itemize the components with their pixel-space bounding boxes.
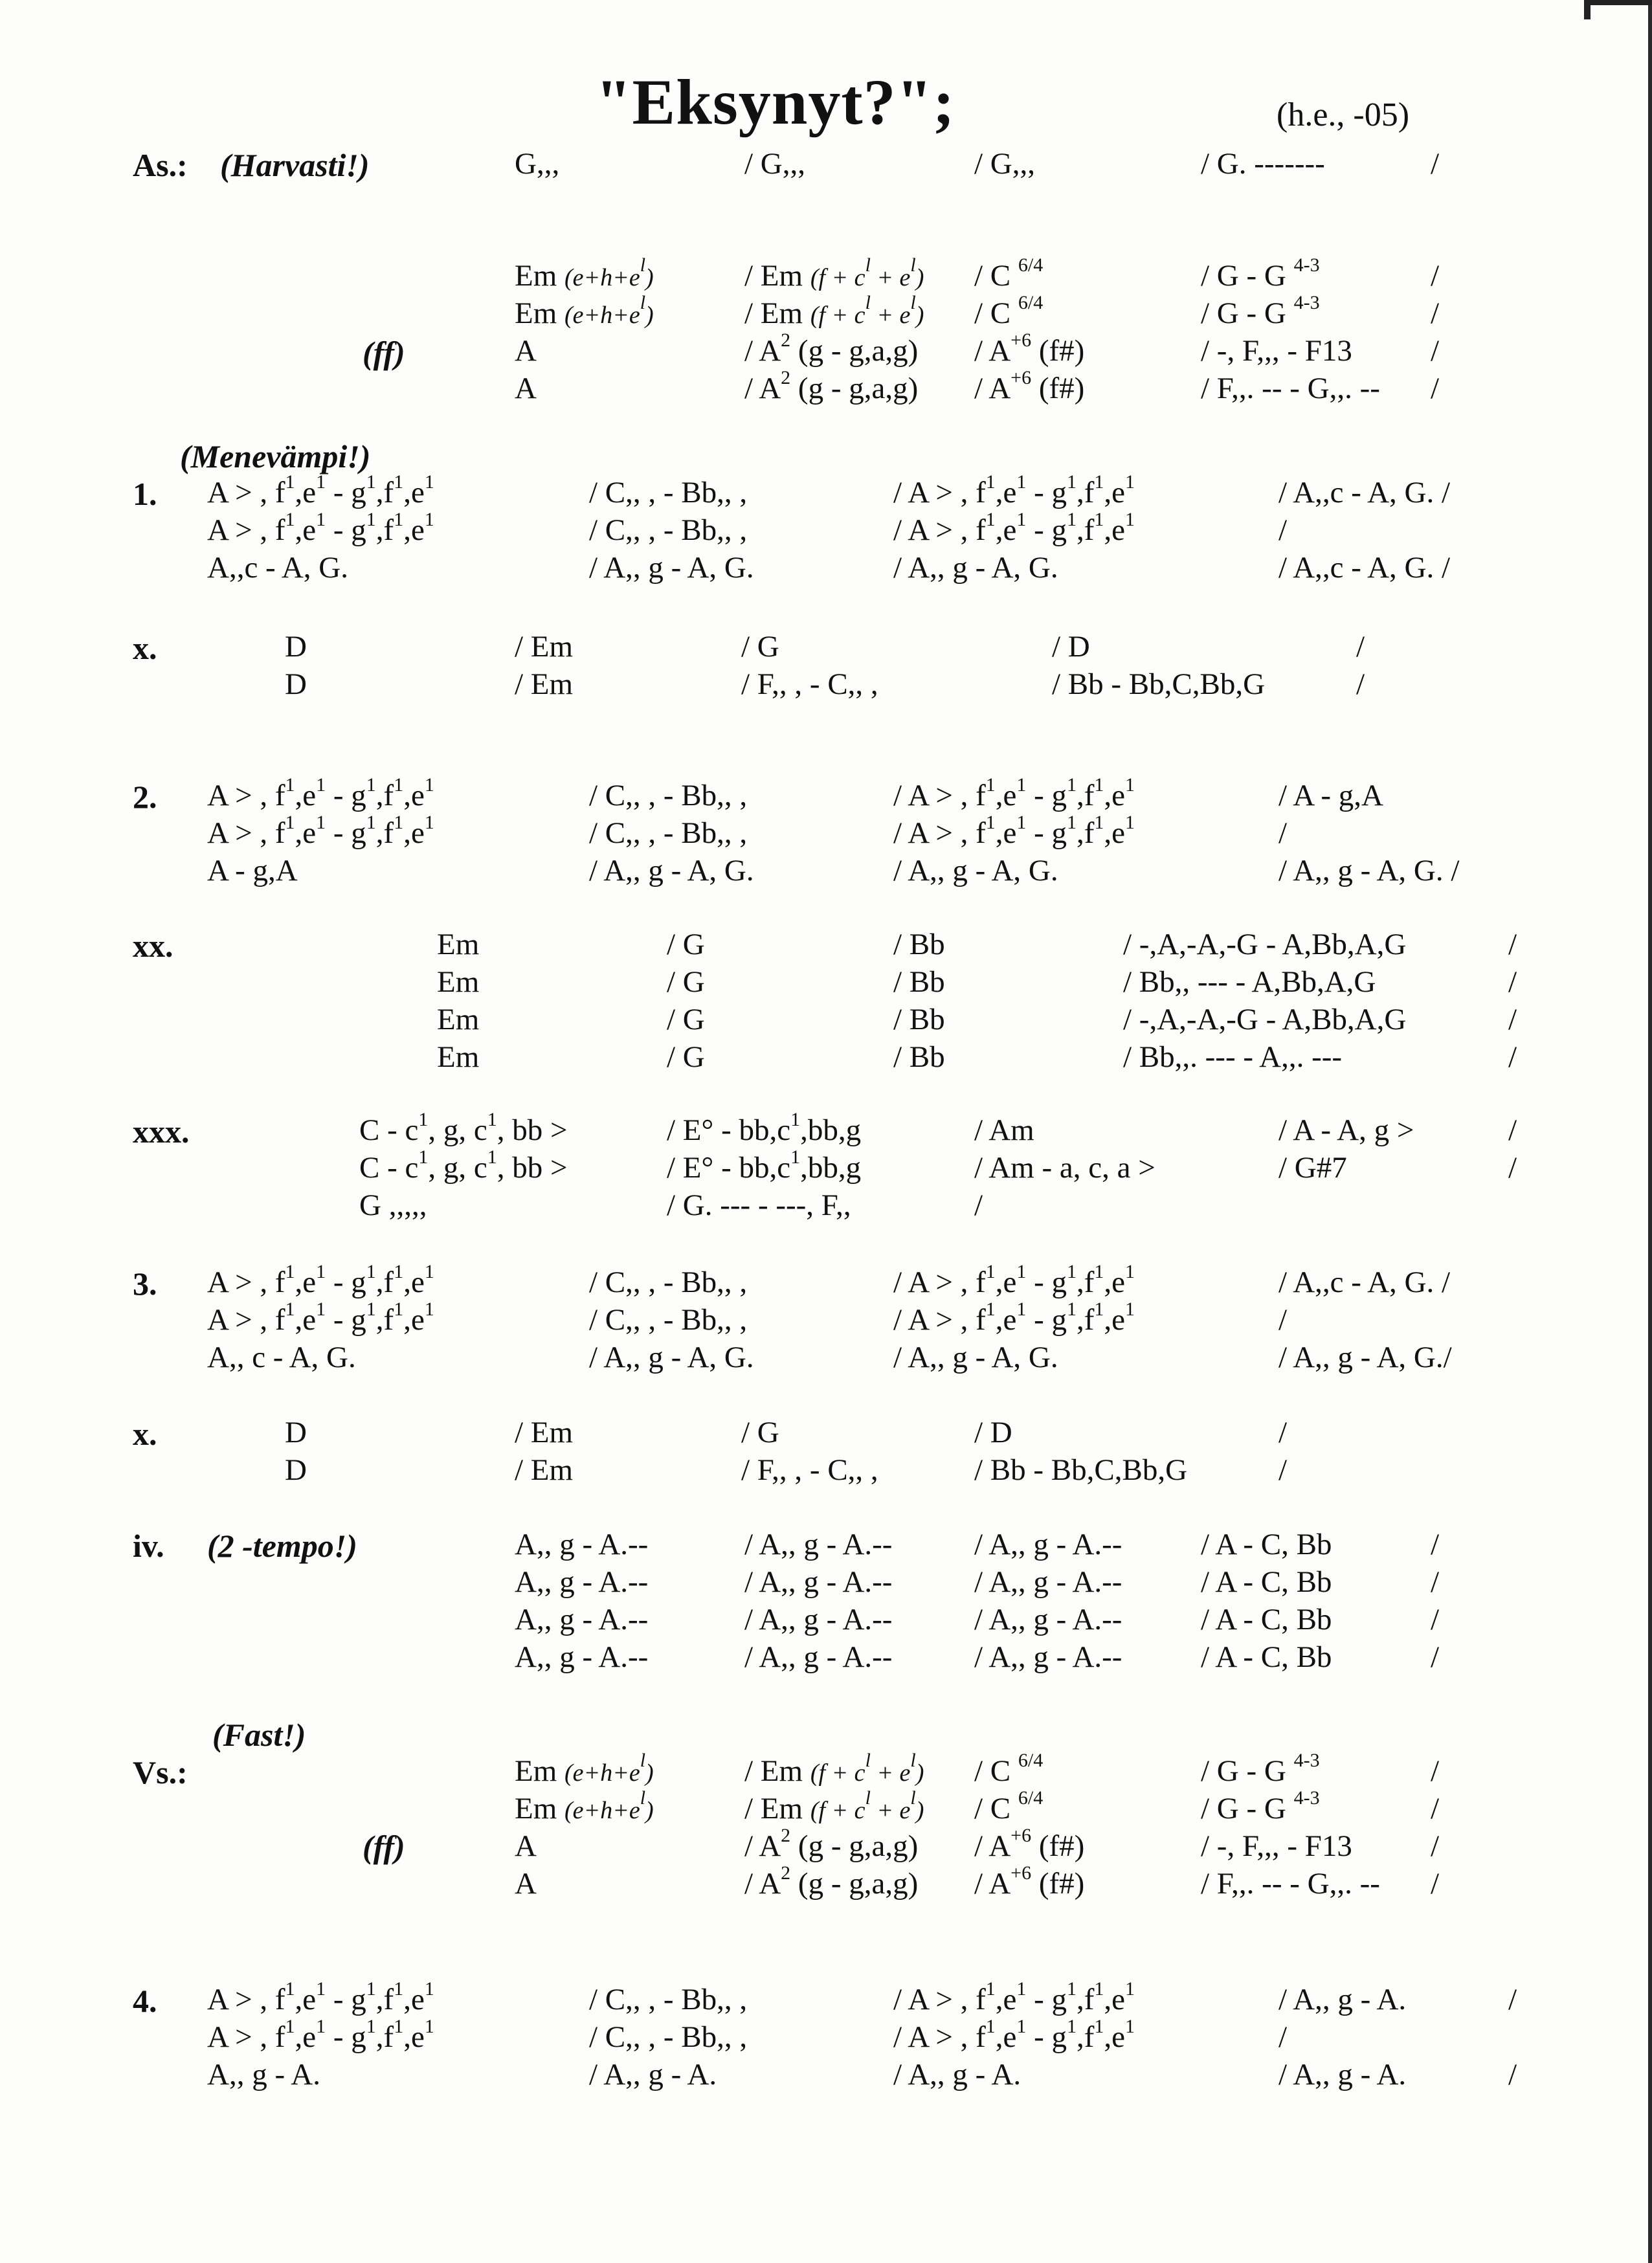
chord-cell: / G,,, [744,147,805,181]
chord-cell: / A - C, Bb [1201,1528,1332,1561]
chord-cell: A > , $f^1,e^1 - g^1,f^1,e^1$ [207,812,434,850]
chord-cell: / A,, g - A. [1278,2058,1407,2091]
chord-cell: / [1431,1603,1440,1636]
chord-cell: A - g,A [207,854,298,887]
chord-cell: A > , $f^1,e^1 - g^1,f^1,e^1$ [207,774,434,812]
chord-cell: A > , $f^1,e^1 - g^1,f^1,e^1$ [207,1261,434,1299]
chord-cell: / G - G $^{4-3}$ [1201,1750,1320,1788]
chord-cell: / [1431,1528,1440,1561]
chord-cell: / A > , $f^1,e^1 - g^1,f^1,e^1$ [893,812,1135,850]
chord-cell: G ,,,,, [359,1188,427,1222]
chord-cell: / [1431,334,1440,368]
chord-cell: / [1278,1303,1288,1337]
chord-cell: / G. ------- [1201,147,1325,181]
chord-cell: / F,,. -- - G,,. -- [1201,372,1380,405]
chord-cell: / A,, g - A.-- [744,1640,893,1674]
chord-cell: / G [667,965,705,999]
chord-cell: / [1431,259,1440,293]
dynamic-marking: (ff) [363,335,405,371]
chord-cell: / A,,c - A, G. / [1278,1265,1451,1299]
chord-cell: / Em $(f + c^l + e^l)$ [744,1750,924,1788]
section-label: Vs.: [133,1754,188,1790]
chord-cell: / $A^{+6}$ (f#) [974,329,1085,368]
chord-cell: / A,, g - A, G. [893,551,1058,585]
chord-cell: / [1431,372,1440,405]
chord-cell: / A,, g - A.-- [744,1565,893,1599]
chord-cell: / F,, , - C,, , [741,1453,878,1487]
chord-cell: / A,, g - A.-- [974,1603,1122,1636]
chord-cell: / A - C, Bb [1201,1603,1332,1636]
chord-cell: / A,, g - A.-- [744,1603,893,1636]
chord-cell: / A,, g - A, G. / [1278,854,1460,887]
chord-cell: / A - A, g > [1278,1113,1414,1147]
chord-cell: / Bb - Bb,C,Bb,G [974,1453,1188,1487]
chord-cell: A > , $f^1,e^1 - g^1,f^1,e^1$ [207,2016,434,2054]
chord-cell: / Em [515,667,574,701]
chord-cell: / A,, g - A, G. [589,551,754,585]
chord-cell: / [974,1188,983,1222]
chord-cell: / Em $(f + c^l + e^l)$ [744,1787,924,1825]
chord-cell: / Em [515,1416,574,1449]
chord-cell: / Em [515,1453,574,1487]
chord-cell: / [1508,1003,1517,1036]
tempo-directive: (Menevämpi!) [180,438,371,474]
chord-cell: / C $^{6/4}$ [974,1750,1044,1788]
chord-cell: / G - G $^{4-3}$ [1201,1787,1320,1825]
chord-cell: / C,, , - Bb,, , [589,779,748,812]
section-label: 2. [133,779,157,815]
chord-cell: / C,, , - Bb,, , [589,1303,748,1337]
chord-cell: / [1508,2058,1517,2091]
chord-cell: / A,, g - A.-- [974,1565,1122,1599]
section-label: 1. [133,476,157,512]
chord-cell: / D [1052,630,1090,663]
chord-cell: C - $c^1$, g, $c^1$, bb > [359,1146,568,1185]
chord-cell: D [285,1416,307,1449]
chord-cell: / A,, g - A.-- [744,1528,893,1561]
chord-cell: / F,, , - C,, , [741,667,878,701]
chord-cell: / Bb,, --- - A,Bb,A,G [1123,965,1376,999]
chord-cell: / A,,c - A, G. / [1278,476,1451,509]
chord-cell: / A > , $f^1,e^1 - g^1,f^1,e^1$ [893,2016,1135,2054]
chord-cell: A [515,334,537,368]
attribution: (h.e., -05) [1277,96,1410,133]
chord-cell: Em $(e+h+e^l)$ [515,1787,654,1825]
chord-cell: A [515,372,537,405]
chord-cell: / C,, , - Bb,, , [589,2020,748,2054]
section-label: 4. [133,1983,157,2019]
chord-cell: / G,,, [974,147,1035,181]
chord-cell: / $A^{+6}$ (f#) [974,1825,1085,1863]
section-label: 3. [133,1265,157,1302]
chord-cell: / F,,. -- - G,,. -- [1201,1867,1380,1901]
chord-cell: Em [437,928,480,961]
chord-cell: / D [974,1416,1012,1449]
scan-corner-mark [1584,0,1652,19]
chord-cell: / G [667,928,705,961]
chord-cell: A [515,1867,537,1901]
chord-cell: / A,, g - A, G. [589,1341,754,1374]
chord-cell: A,, g - A. [207,2058,320,2091]
chord-cell: / A,,c - A, G. / [1278,551,1451,585]
chord-cell: / $E^\circ - bb,c^1,bb,g$ [667,1109,862,1147]
chord-cell: / [1431,1867,1440,1901]
section-label: iv. [133,1528,164,1564]
chord-cell: / [1278,816,1288,850]
chord-cell: / A > , $f^1,e^1 - g^1,f^1,e^1$ [893,774,1135,812]
chord-cell: / C,, , - Bb,, , [589,476,748,509]
chord-cell: / A - C, Bb [1201,1640,1332,1674]
chord-cell: Em [437,965,480,999]
chord-cell: / Am - a, c, a > [974,1151,1155,1185]
chord-cell: / A,, g - A.-- [974,1640,1122,1674]
section-label: x. [133,630,157,666]
chord-cell: / Bb [893,1003,945,1036]
chord-cell: / C,, , - Bb,, , [589,1983,748,2016]
chord-cell: / [1431,1829,1440,1863]
chord-cell: A > , $f^1,e^1 - g^1,f^1,e^1$ [207,1299,434,1337]
chord-cell: / G [667,1040,705,1074]
chord-cell: / [1431,1792,1440,1825]
scan-right-edge [1648,0,1652,2263]
chord-cell: / Am [974,1113,1034,1147]
section-label: xxx. [133,1113,190,1150]
chord-cell: / [1508,1151,1517,1185]
chord-cell: / [1508,1113,1517,1147]
chord-cell: / [1431,1565,1440,1599]
chord-cell: / $E^\circ - bb,c^1,bb,g$ [667,1146,862,1185]
chord-cell: / Em $(f + c^l + e^l)$ [744,292,924,330]
chord-cell: / G. --- - ---, F,, [667,1188,851,1222]
section-label: xx. [133,928,173,964]
chord-cell: / A - C, Bb [1201,1565,1332,1599]
chord-cell: / $A^2$ (g - g,a,g) [744,1825,919,1863]
tempo-directive: (Fast!) [212,1717,306,1753]
chord-cell: / A - g,A [1278,779,1383,812]
chord-cell: / [1278,1453,1288,1487]
chord-cell: / $A^2$ (g - g,a,g) [744,367,919,405]
chord-cell: / C $^{6/4}$ [974,254,1044,293]
chord-cell: / Bb [893,1040,945,1074]
chord-cell: / C,, , - Bb,, , [589,816,748,850]
chord-cell: Em $(e+h+e^l)$ [515,254,654,293]
chord-cell: Em [437,1003,480,1036]
chord-cell: / Bb,,. --- - A,,. --- [1123,1040,1343,1074]
chord-cell: A > , $f^1,e^1 - g^1,f^1,e^1$ [207,1978,434,2016]
chord-cell: / A > , $f^1,e^1 - g^1,f^1,e^1$ [893,1978,1135,2016]
chord-cell: A,, g - A.-- [515,1565,649,1599]
chord-cell: / C $^{6/4}$ [974,292,1044,330]
chord-cell: / [1356,667,1365,701]
chord-cell: / -, F,,, - F13 [1201,1829,1352,1863]
chord-cell: / G#7 [1278,1151,1347,1185]
chord-cell: G,,, [515,147,560,181]
chord-cell: / [1356,630,1365,663]
chord-cell: A [515,1829,537,1863]
chord-cell: / A > , $f^1,e^1 - g^1,f^1,e^1$ [893,1261,1135,1299]
chord-cell: / -,A,-A,-G - A,Bb,A,G [1123,1003,1407,1036]
chord-cell: / G - G $^{4-3}$ [1201,254,1320,293]
chord-cell: / [1508,1983,1517,2016]
chord-cell: / G [741,1416,779,1449]
chord-cell: / [1431,1640,1440,1674]
chord-cell: / A > , $f^1,e^1 - g^1,f^1,e^1$ [893,1299,1135,1337]
chord-cell: / [1508,1040,1517,1074]
chord-cell: / $A^2$ (g - g,a,g) [744,1862,919,1901]
chord-cell: / C,, , - Bb,, , [589,513,748,547]
page-title: "Eksynyt?"; [596,66,955,138]
chord-cell: / A > , $f^1,e^1 - g^1,f^1,e^1$ [893,509,1135,547]
chord-cell: Em [437,1040,480,1074]
chord-cell: / $A^{+6}$ (f#) [974,367,1085,405]
chord-cell: / [1431,1754,1440,1788]
chord-cell: / A,, g - A. [893,2058,1021,2091]
chord-cell: / G - G $^{4-3}$ [1201,292,1320,330]
chord-cell: A,, g - A.-- [515,1528,649,1561]
dynamic-marking: (ff) [363,1829,405,1865]
chord-cell: / Bb [893,928,945,961]
chord-cell: / [1431,296,1440,330]
chord-cell: / Bb [893,965,945,999]
chord-cell: Em $(e+h+e^l)$ [515,1750,654,1788]
chord-cell: / $A^{+6}$ (f#) [974,1862,1085,1901]
chord-cell: A > , $f^1,e^1 - g^1,f^1,e^1$ [207,471,434,509]
chord-cell: / A > , $f^1,e^1 - g^1,f^1,e^1$ [893,471,1135,509]
chord-cell: / A,, g - A. [1278,1983,1407,2016]
section-label: x. [133,1416,157,1452]
chord-cell: A > , $f^1,e^1 - g^1,f^1,e^1$ [207,509,434,547]
chord-cell: / A,, g - A, G./ [1278,1341,1452,1374]
chord-cell: D [285,630,307,663]
chord-cell: / G [741,630,779,663]
chord-cell: A,, g - A.-- [515,1640,649,1674]
chord-cell: / Em $(f + c^l + e^l)$ [744,254,924,293]
chord-cell: / C $^{6/4}$ [974,1787,1044,1825]
chord-cell: C - $c^1$, g, $c^1$, bb > [359,1109,568,1147]
chord-cell: / A,, g - A. [589,2058,717,2091]
chord-cell: A,,c - A, G. [207,551,348,585]
chord-cell: D [285,667,307,701]
chord-cell: A,, g - A.-- [515,1603,649,1636]
chord-cell: Em $(e+h+e^l)$ [515,292,654,330]
chord-cell: / $A^2$ (g - g,a,g) [744,329,919,368]
section-label: As.: [133,147,188,183]
chord-cell: A,, c - A, G. [207,1341,356,1374]
chord-cell: / [1431,147,1440,181]
chord-cell: / [1278,2020,1288,2054]
chord-cell: / [1508,928,1517,961]
chord-cell: / -, F,,, - F13 [1201,334,1352,368]
chord-cell: / Em [515,630,574,663]
tempo-directive: (Harvasti!) [220,147,370,183]
chord-cell: / [1278,513,1288,547]
tempo-directive: (2 -tempo!) [207,1528,357,1564]
chord-cell: / [1508,965,1517,999]
chord-cell: / C,, , - Bb,, , [589,1265,748,1299]
chord-cell: / -,A,-A,-G - A,Bb,A,G [1123,928,1407,961]
chord-cell: / A,, g - A, G. [893,1341,1058,1374]
chord-cell: / A,, g - A, G. [893,854,1058,887]
chord-cell: / [1278,1416,1288,1449]
chord-cell: / A,, g - A.-- [974,1528,1122,1561]
chord-cell: / A,, g - A, G. [589,854,754,887]
chord-cell: / G [667,1003,705,1036]
chord-cell: / Bb - Bb,C,Bb,G [1052,667,1266,701]
chord-cell: D [285,1453,307,1487]
